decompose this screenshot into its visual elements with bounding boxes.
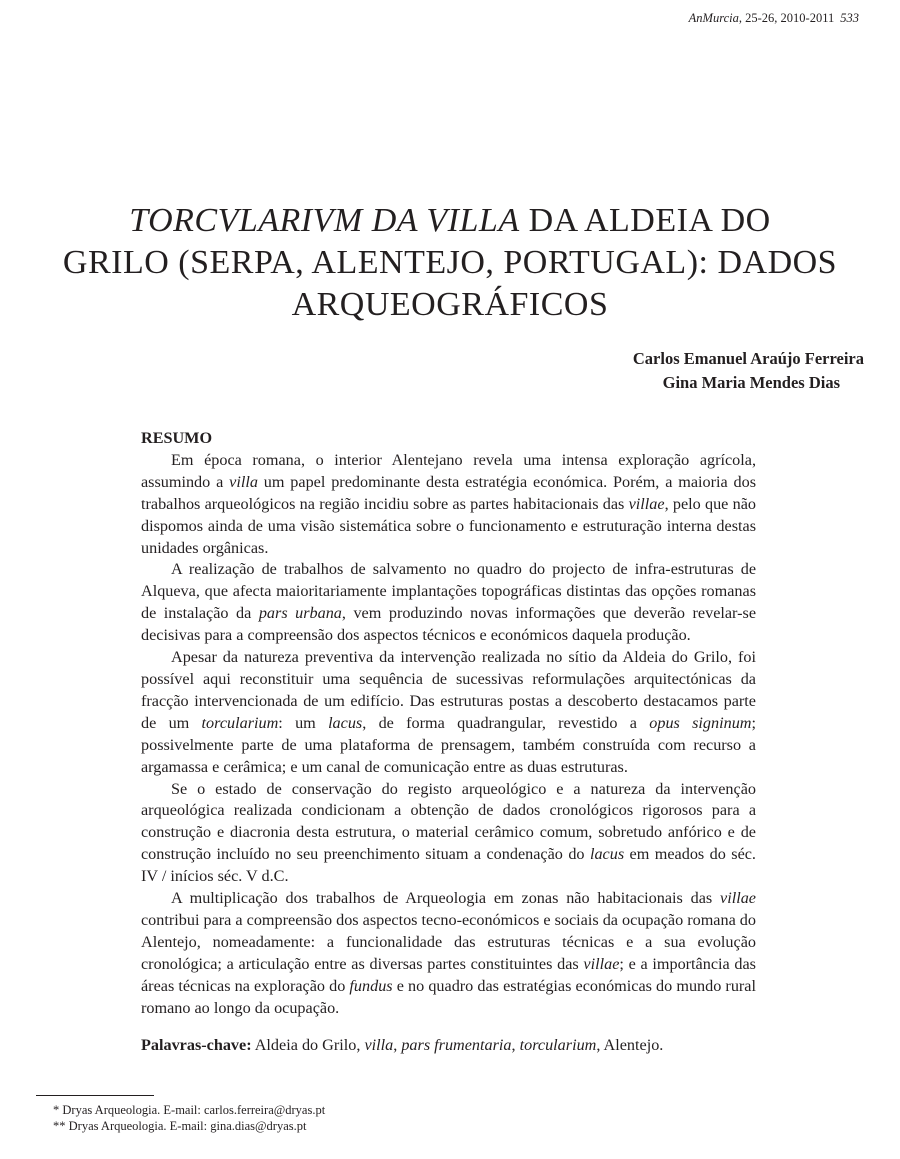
text-run: um papel predominante desta estratégia económica. Porém, a maioria dos trabalhos arqueológicos na região incidiu sobre as partes habitacionais das (141, 472, 757, 513)
text-run: , Alentejo. (596, 1036, 664, 1055)
keywords-label: Palavras-chave: (141, 1036, 252, 1055)
italic-term: opus signinum (649, 713, 752, 732)
text-run: Aldeia do Grilo, (251, 1036, 365, 1055)
text-run: , vem produzindo novas informações que deverão revelar-se decisivas para a compreensão dos aspectos técnicos e económicos daquela produção. (141, 604, 756, 645)
text-run: em meados do séc. IV / inícios séc. V d.C. (141, 845, 756, 886)
italic-term: pars urbana (258, 604, 342, 623)
footnote-2: ** Dryas Arqueologia. E-mail: gina.dias@dryas.pt (53, 1119, 307, 1133)
abstract-paragraph-5 (141, 888, 756, 1019)
italic-term: torcularium (519, 1036, 597, 1055)
title-italic-part: TORCVLARIVM DA VILLA (129, 202, 520, 239)
abstract-paragraph-1 (141, 450, 756, 560)
italic-term: fundus (349, 976, 393, 995)
text-run: ; possivelmente parte de uma plataforma de prensagem, também construída com recurso a argamassa e cerâmica; e um canal de comunicação entre as duas estruturas. (141, 713, 756, 776)
title-line1-rest: DA ALDEIA DO (519, 202, 771, 239)
text-run: Se o estado de conservação do registo arqueológico e a natureza da intervenção arqueológica realizada condicionam a obtenção de dados cronológicos rigorosos para a construção e diacronia desta estrutura, o material cerâmico comum, sobretudo anfórico e de construção incluído no seu preenchimento situam a condenação do (141, 779, 756, 864)
author-1: Carlos Emanuel Araújo Ferreira (632, 349, 864, 368)
italic-term: lacus (328, 713, 363, 732)
text-run: A realização de trabalhos de salvamento no quadro do projecto de infra-estruturas de Alqueva, que afecta maioritariamente implantações topográficas distintas das opções romanas de instalação da (141, 560, 756, 623)
italic-term: villae (583, 954, 620, 973)
italic-term: villae (628, 494, 665, 513)
abstract-paragraph-4 (141, 779, 756, 889)
text-run: ; e a importância das áreas técnicas na exploração do (141, 954, 756, 995)
italic-term: villa (364, 1036, 394, 1055)
text-run: Em época romana, o interior Alentejano revela uma intensa exploração agrícola, assumindo a (141, 450, 756, 491)
keywords (141, 1035, 756, 1057)
italic-term: villa (229, 472, 258, 491)
author-list (633, 347, 864, 395)
text-run: Apesar da natureza preventiva da intervenção realizada no sítio da Aldeia do Grilo, foi possível aqui reconstituir uma sequência de sucessivas reformulações arquitectónicas da fracção intervencionada de um edifício. Das estruturas postas a descoberto destacamos parte de um (141, 648, 756, 732)
title-line2: GRILO (SERPA, ALENTEJO, PORTUGAL): DADOS (62, 244, 838, 281)
journal-name: AnMurcia (688, 11, 739, 25)
italic-term: villae (720, 889, 756, 908)
text-run: A multiplicação dos trabalhos de Arqueologia em zonas não habitacionais das (171, 889, 721, 908)
page-number: 533 (840, 11, 859, 25)
text-run: , pelo que não dispomos ainda de uma visão sistemática sobre o funcionamento e estruturação interna destas unidades orgânicas. (141, 494, 756, 557)
italic-term: pars frumentaria (401, 1036, 512, 1055)
text-run: , (393, 1036, 402, 1055)
journal-issue: , 25-26, 2010-2011 (738, 11, 835, 25)
author-2: Gina Maria Mendes Dias (662, 373, 840, 392)
italic-term: lacus (589, 845, 625, 864)
text-run: , de forma quadrangular, revestido a (362, 713, 650, 732)
footnotes (53, 1102, 325, 1134)
text-run: : um (278, 713, 329, 732)
title-line3: ARQUEOGRÁFICOS (291, 286, 609, 323)
text-run: , (511, 1036, 520, 1055)
abstract-paragraph-3 (141, 647, 756, 778)
abstract-heading: RESUMO (141, 429, 213, 447)
text-run: e no quadro das estratégias económicas do mundo rural romano ao longo da ocupação. (141, 976, 756, 1017)
italic-term: torcularium (201, 713, 279, 732)
footnote-divider (36, 1095, 154, 1096)
footnote-1: * Dryas Arqueologia. E-mail: carlos.ferreira@dryas.pt (53, 1103, 326, 1117)
abstract-paragraph-2 (141, 559, 756, 647)
abstract (141, 428, 756, 1057)
paper-title (60, 200, 840, 326)
running-head (689, 11, 859, 26)
text-run: contribui para a compreensão dos aspectos tecno-económicos e sociais da ocupação romana do Alentejo, nomeadamente: a funcionalidade das estruturas técnicas e a sua evolução cronológica; a articulação entre as diversas partes constituintes das (141, 910, 756, 973)
